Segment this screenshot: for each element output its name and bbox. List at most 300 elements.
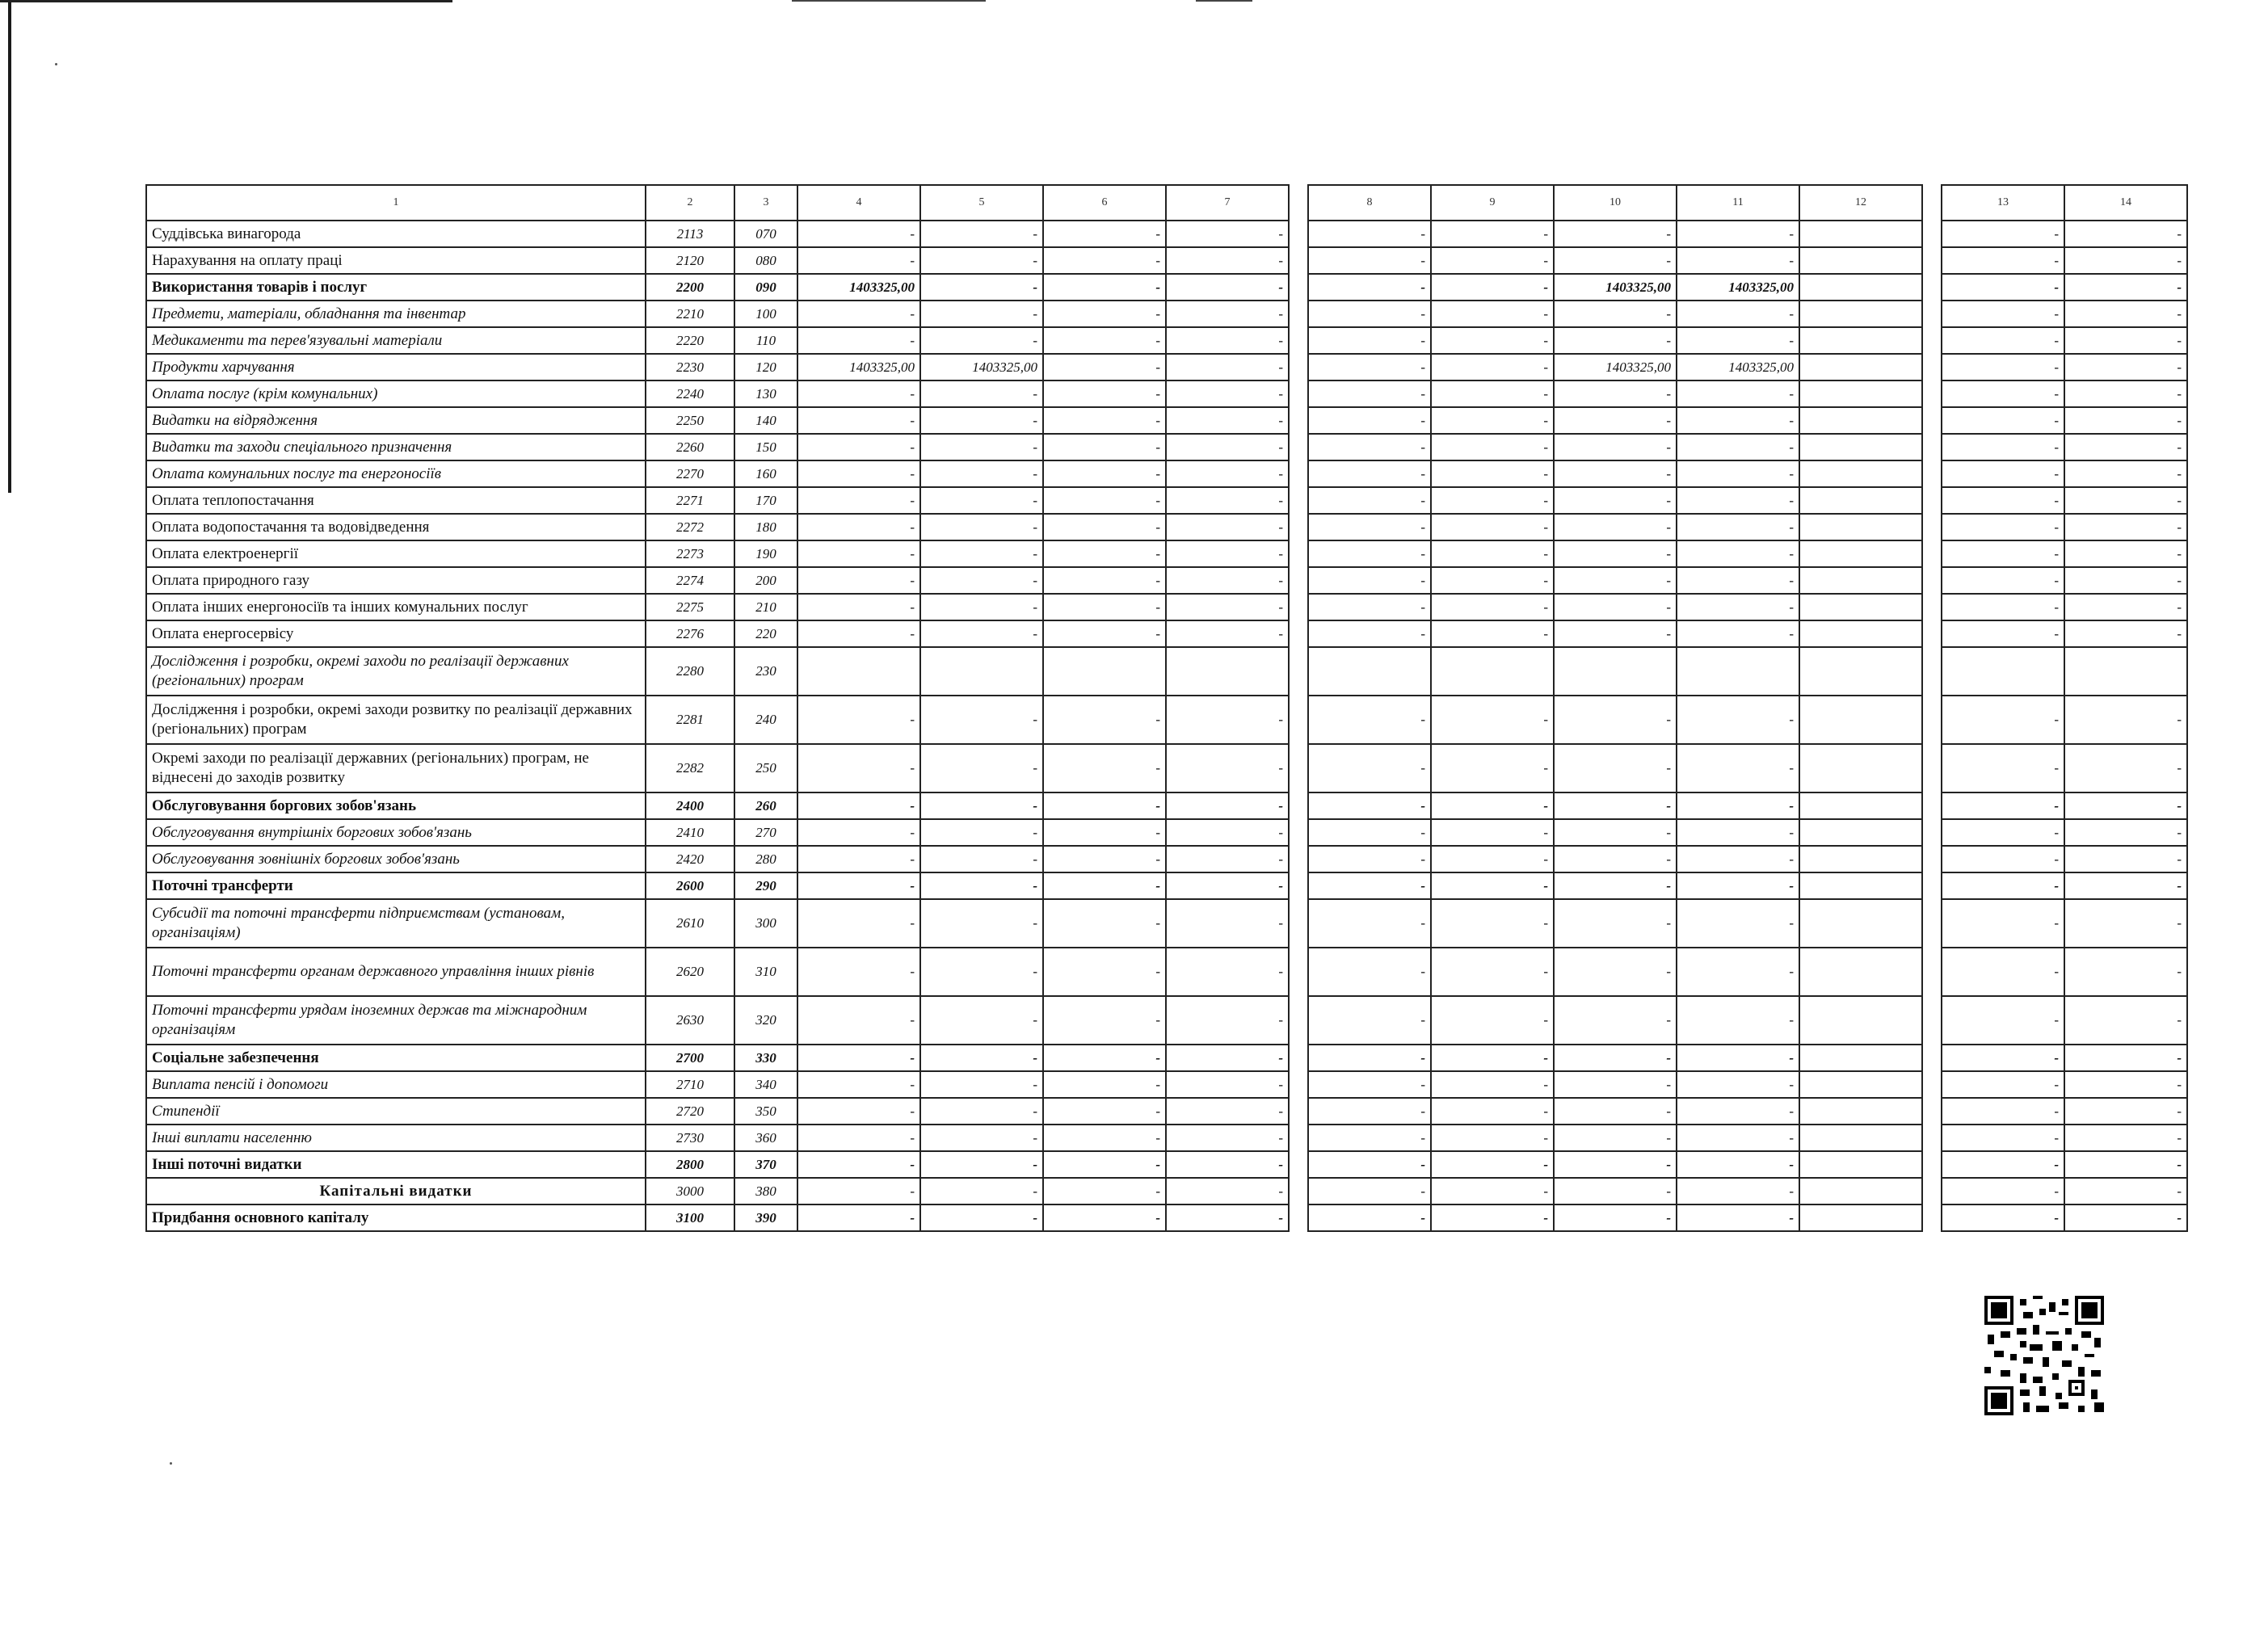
value-cell: -: [797, 460, 920, 487]
column-gap: [1922, 1045, 1942, 1071]
value-cell: -: [2064, 514, 2187, 540]
value-cell: -: [1554, 540, 1677, 567]
column-number-cell: 4: [797, 185, 920, 221]
value-cell: -: [1942, 221, 2064, 247]
kekv-code: 2272: [646, 514, 734, 540]
value-cell: -: [1308, 540, 1431, 567]
value-cell: -: [1166, 996, 1289, 1045]
column-gap: [1289, 744, 1308, 792]
value-cell: -: [2064, 540, 2187, 567]
value-cell: -: [1308, 274, 1431, 301]
row-name: Окремі заходи по реалізації державних (регіональних) програм, не віднесені до заходів розвитку: [146, 744, 646, 792]
column-number-cell: 14: [2064, 185, 2187, 221]
value-cell: [920, 647, 1043, 696]
row-code: 350: [734, 1098, 797, 1125]
value-cell: -: [1431, 1071, 1554, 1098]
value-cell: -: [2064, 744, 2187, 792]
table-row: [146, 846, 2187, 872]
column-gap: [1922, 696, 1942, 744]
value-cell: -: [1308, 327, 1431, 354]
value-cell: -: [797, 872, 920, 899]
column-gap: [1289, 1204, 1308, 1231]
value-cell: -: [797, 301, 920, 327]
table-row: [146, 1125, 2187, 1151]
value-cell: -: [1166, 1125, 1289, 1151]
value-cell: [1799, 407, 1922, 434]
table-row: [146, 327, 2187, 354]
kekv-code: 2420: [646, 846, 734, 872]
value-cell: -: [1043, 792, 1166, 819]
column-gap: [1922, 1151, 1942, 1178]
row-name: Дослідження і розробки, окремі заходи розвитку по реалізації державних (регіональних) програм: [146, 696, 646, 744]
value-cell: -: [1166, 1098, 1289, 1125]
column-gap: [1922, 274, 1942, 301]
value-cell: -: [1043, 354, 1166, 380]
column-gap: [1922, 380, 1942, 407]
value-cell: -: [1043, 327, 1166, 354]
column-gap: [1922, 247, 1942, 274]
value-cell: -: [1677, 434, 1799, 460]
value-cell: -: [1431, 407, 1554, 434]
value-cell: -: [920, 620, 1043, 647]
row-name: Інші виплати населенню: [146, 1125, 646, 1151]
value-cell: -: [1166, 1204, 1289, 1231]
row-code: 230: [734, 647, 797, 696]
scan-border-top-segment: [1196, 0, 1252, 2]
row-name: Стипендії: [146, 1098, 646, 1125]
scan-speck: [55, 63, 57, 65]
value-cell: -: [1308, 1204, 1431, 1231]
value-cell: -: [797, 221, 920, 247]
row-name: Поточні трансферти: [146, 872, 646, 899]
value-cell: -: [1677, 792, 1799, 819]
column-gap: [1289, 1151, 1308, 1178]
value-cell: -: [2064, 487, 2187, 514]
value-cell: -: [1166, 434, 1289, 460]
kekv-code: 2113: [646, 221, 734, 247]
value-cell: -: [1431, 567, 1554, 594]
column-number-cell: 6: [1043, 185, 1166, 221]
row-code: 250: [734, 744, 797, 792]
value-cell: -: [1554, 1151, 1677, 1178]
value-cell: -: [1554, 1071, 1677, 1098]
value-cell: -: [2064, 996, 2187, 1045]
value-cell: -: [1677, 380, 1799, 407]
row-code: 270: [734, 819, 797, 846]
value-cell: -: [1043, 744, 1166, 792]
value-cell: -: [1677, 407, 1799, 434]
value-cell: -: [797, 948, 920, 996]
value-cell: -: [1677, 744, 1799, 792]
value-cell: -: [1554, 1098, 1677, 1125]
value-cell: -: [920, 1151, 1043, 1178]
table-body: [146, 185, 2187, 1231]
row-name: Поточні трансферти органам державного управління інших рівнів: [146, 948, 646, 996]
value-cell: -: [920, 1204, 1043, 1231]
value-cell: -: [1308, 819, 1431, 846]
value-cell: -: [1431, 247, 1554, 274]
column-gap: [1922, 514, 1942, 540]
kekv-code: 2710: [646, 1071, 734, 1098]
value-cell: [1799, 819, 1922, 846]
value-cell: -: [797, 380, 920, 407]
row-name: Оплата електроенергії: [146, 540, 646, 567]
column-gap: [1922, 1178, 1942, 1204]
value-cell: -: [797, 514, 920, 540]
column-number-cell: 8: [1308, 185, 1431, 221]
kekv-code: 2275: [646, 594, 734, 620]
value-cell: -: [1043, 460, 1166, 487]
value-cell: [1799, 1151, 1922, 1178]
value-cell: -: [1308, 1151, 1431, 1178]
value-cell: [1799, 247, 1922, 274]
value-cell: -: [1431, 594, 1554, 620]
value-cell: 1403325,00: [1677, 274, 1799, 301]
value-cell: -: [1166, 1071, 1289, 1098]
value-cell: -: [797, 620, 920, 647]
value-cell: [1799, 1125, 1922, 1151]
column-gap: [1289, 1098, 1308, 1125]
value-cell: -: [797, 1071, 920, 1098]
value-cell: -: [1308, 487, 1431, 514]
value-cell: [1799, 221, 1922, 247]
value-cell: -: [1043, 696, 1166, 744]
value-cell: -: [797, 407, 920, 434]
column-gap: [1289, 620, 1308, 647]
column-gap: [1289, 274, 1308, 301]
value-cell: -: [1677, 460, 1799, 487]
value-cell: [1431, 647, 1554, 696]
row-code: 200: [734, 567, 797, 594]
value-cell: -: [1431, 1151, 1554, 1178]
value-cell: -: [1942, 846, 2064, 872]
value-cell: -: [2064, 792, 2187, 819]
value-cell: -: [1554, 744, 1677, 792]
value-cell: -: [1308, 899, 1431, 948]
value-cell: -: [1166, 819, 1289, 846]
row-name: Капітальні видатки: [146, 1178, 646, 1204]
row-code: 140: [734, 407, 797, 434]
value-cell: -: [920, 996, 1043, 1045]
value-cell: -: [1554, 327, 1677, 354]
value-cell: -: [2064, 594, 2187, 620]
row-name: Інші поточні видатки: [146, 1151, 646, 1178]
kekv-code: 2270: [646, 460, 734, 487]
column-gap: [1289, 247, 1308, 274]
value-cell: -: [1043, 221, 1166, 247]
value-cell: -: [1942, 1125, 2064, 1151]
value-cell: -: [1677, 1125, 1799, 1151]
kekv-code: 2282: [646, 744, 734, 792]
column-gap: [1289, 354, 1308, 380]
column-gap: [1289, 301, 1308, 327]
value-cell: -: [1942, 540, 2064, 567]
value-cell: 1403325,00: [1677, 354, 1799, 380]
value-cell: -: [1308, 1071, 1431, 1098]
expenditure-table: [145, 184, 2188, 1232]
column-gap: [1289, 1045, 1308, 1071]
value-cell: -: [1942, 434, 2064, 460]
value-cell: -: [1043, 996, 1166, 1045]
value-cell: -: [1554, 792, 1677, 819]
column-gap: [1289, 434, 1308, 460]
row-name: Нарахування на оплату праці: [146, 247, 646, 274]
value-cell: -: [1431, 899, 1554, 948]
value-cell: -: [1677, 1204, 1799, 1231]
value-cell: 1403325,00: [797, 354, 920, 380]
column-gap: [1289, 567, 1308, 594]
value-cell: -: [797, 1151, 920, 1178]
value-cell: [797, 647, 920, 696]
value-cell: -: [2064, 948, 2187, 996]
column-number-cell: 11: [1677, 185, 1799, 221]
value-cell: -: [920, 301, 1043, 327]
value-cell: -: [1942, 948, 2064, 996]
value-cell: -: [2064, 221, 2187, 247]
value-cell: -: [1431, 696, 1554, 744]
value-cell: -: [1554, 996, 1677, 1045]
table-row: [146, 567, 2187, 594]
row-code: 340: [734, 1071, 797, 1098]
value-cell: -: [797, 744, 920, 792]
value-cell: -: [920, 460, 1043, 487]
value-cell: -: [1166, 1178, 1289, 1204]
value-cell: -: [1942, 620, 2064, 647]
value-cell: [1799, 1204, 1922, 1231]
value-cell: -: [1166, 247, 1289, 274]
table-row: [146, 744, 2187, 792]
qr-code-icon: [1984, 1296, 2104, 1415]
column-gap: [1922, 327, 1942, 354]
value-cell: -: [1554, 460, 1677, 487]
value-cell: [1799, 434, 1922, 460]
kekv-code: 2274: [646, 567, 734, 594]
column-gap: [1922, 221, 1942, 247]
column-gap: [1289, 696, 1308, 744]
value-cell: -: [920, 487, 1043, 514]
value-cell: -: [2064, 846, 2187, 872]
value-cell: -: [797, 567, 920, 594]
table-row: [146, 819, 2187, 846]
value-cell: [1799, 327, 1922, 354]
value-cell: -: [2064, 1178, 2187, 1204]
table-row: [146, 540, 2187, 567]
column-gap: [1289, 846, 1308, 872]
row-code: 210: [734, 594, 797, 620]
column-gap: [1289, 540, 1308, 567]
value-cell: -: [1166, 744, 1289, 792]
value-cell: -: [1308, 354, 1431, 380]
row-name: Дослідження і розробки, окремі заходи по реалізації державних (регіональних) програм: [146, 647, 646, 696]
column-gap: [1922, 1125, 1942, 1151]
scan-border-left: [8, 0, 11, 493]
value-cell: [1942, 647, 2064, 696]
row-code: 090: [734, 274, 797, 301]
kekv-code: 2120: [646, 247, 734, 274]
value-cell: 1403325,00: [797, 274, 920, 301]
value-cell: -: [797, 487, 920, 514]
value-cell: -: [1166, 221, 1289, 247]
column-gap: [1922, 487, 1942, 514]
value-cell: -: [2064, 899, 2187, 948]
value-cell: -: [1677, 1178, 1799, 1204]
kekv-code: 2230: [646, 354, 734, 380]
table-row: [146, 948, 2187, 996]
kekv-code: 2700: [646, 1045, 734, 1071]
column-number-cell: 5: [920, 185, 1043, 221]
value-cell: -: [1677, 487, 1799, 514]
value-cell: -: [1942, 514, 2064, 540]
column-gap: [1922, 948, 1942, 996]
row-code: 080: [734, 247, 797, 274]
value-cell: [1799, 487, 1922, 514]
value-cell: -: [1043, 594, 1166, 620]
value-cell: -: [1431, 1178, 1554, 1204]
value-cell: -: [1043, 1045, 1166, 1071]
value-cell: -: [1166, 594, 1289, 620]
value-cell: -: [2064, 301, 2187, 327]
value-cell: -: [1554, 221, 1677, 247]
value-cell: -: [797, 846, 920, 872]
row-code: 300: [734, 899, 797, 948]
column-gap: [1922, 1204, 1942, 1231]
value-cell: -: [1043, 846, 1166, 872]
column-gap: [1922, 301, 1942, 327]
column-gap: [1289, 221, 1308, 247]
value-cell: -: [1677, 1098, 1799, 1125]
value-cell: -: [1043, 1204, 1166, 1231]
value-cell: -: [920, 221, 1043, 247]
row-code: 100: [734, 301, 797, 327]
column-gap: [1922, 620, 1942, 647]
column-gap: [1922, 594, 1942, 620]
value-cell: [1799, 540, 1922, 567]
table-row: [146, 1178, 2187, 1204]
value-cell: -: [1166, 514, 1289, 540]
value-cell: -: [1043, 514, 1166, 540]
column-gap: [1289, 487, 1308, 514]
row-name: Поточні трансферти урядам іноземних держав та міжнародним організаціям: [146, 996, 646, 1045]
value-cell: -: [1554, 1125, 1677, 1151]
value-cell: -: [1166, 948, 1289, 996]
value-cell: -: [1677, 540, 1799, 567]
kekv-code: 2410: [646, 819, 734, 846]
value-cell: [1166, 647, 1289, 696]
value-cell: -: [1043, 487, 1166, 514]
table-row: [146, 620, 2187, 647]
value-cell: [1799, 514, 1922, 540]
table-row: [146, 996, 2187, 1045]
value-cell: -: [1677, 696, 1799, 744]
column-gap: [1289, 1125, 1308, 1151]
value-cell: -: [1166, 274, 1289, 301]
row-name: Придбання основного капіталу: [146, 1204, 646, 1231]
column-gap: [1922, 647, 1942, 696]
row-code: 120: [734, 354, 797, 380]
column-gap: [1289, 948, 1308, 996]
value-cell: -: [1431, 1045, 1554, 1071]
value-cell: 1403325,00: [1554, 354, 1677, 380]
row-code: 390: [734, 1204, 797, 1231]
value-cell: -: [797, 792, 920, 819]
value-cell: -: [920, 744, 1043, 792]
value-cell: -: [1043, 819, 1166, 846]
value-cell: -: [1942, 567, 2064, 594]
value-cell: -: [1043, 301, 1166, 327]
value-cell: -: [1942, 274, 2064, 301]
value-cell: [1799, 354, 1922, 380]
table-row: [146, 647, 2187, 696]
value-cell: -: [920, 594, 1043, 620]
row-name: Видатки та заходи спеціального призначення: [146, 434, 646, 460]
value-cell: -: [1308, 221, 1431, 247]
value-cell: -: [1554, 434, 1677, 460]
value-cell: -: [1942, 327, 2064, 354]
value-cell: -: [1942, 301, 2064, 327]
value-cell: -: [1677, 247, 1799, 274]
value-cell: -: [1431, 819, 1554, 846]
value-cell: -: [797, 1125, 920, 1151]
value-cell: -: [1554, 301, 1677, 327]
value-cell: -: [1043, 434, 1166, 460]
value-cell: -: [797, 996, 920, 1045]
value-cell: -: [1166, 1045, 1289, 1071]
value-cell: -: [920, 274, 1043, 301]
value-cell: -: [1043, 380, 1166, 407]
value-cell: -: [1942, 594, 2064, 620]
column-gap: [1922, 1098, 1942, 1125]
value-cell: [1799, 948, 1922, 996]
value-cell: -: [2064, 1204, 2187, 1231]
value-cell: -: [1554, 620, 1677, 647]
value-cell: -: [1942, 407, 2064, 434]
value-cell: -: [1166, 354, 1289, 380]
value-cell: [1799, 899, 1922, 948]
column-number-cell: 2: [646, 185, 734, 221]
value-cell: -: [1431, 792, 1554, 819]
table-row: [146, 1071, 2187, 1098]
value-cell: -: [2064, 247, 2187, 274]
value-cell: [1308, 647, 1431, 696]
value-cell: [1043, 647, 1166, 696]
table-row: [146, 899, 2187, 948]
value-cell: -: [1431, 327, 1554, 354]
value-cell: -: [920, 1045, 1043, 1071]
column-number-cell: 3: [734, 185, 797, 221]
value-cell: -: [1308, 567, 1431, 594]
value-cell: -: [1166, 846, 1289, 872]
value-cell: -: [1942, 1151, 2064, 1178]
column-gap: [1922, 460, 1942, 487]
value-cell: [1799, 594, 1922, 620]
column-number-cell: 13: [1942, 185, 2064, 221]
value-cell: [1799, 567, 1922, 594]
value-cell: -: [920, 407, 1043, 434]
value-cell: -: [1431, 487, 1554, 514]
row-name: Оплата енергосервісу: [146, 620, 646, 647]
value-cell: -: [1431, 380, 1554, 407]
value-cell: [1799, 846, 1922, 872]
table-row: [146, 1045, 2187, 1071]
table-row: [146, 274, 2187, 301]
value-cell: -: [1308, 1045, 1431, 1071]
value-cell: -: [1554, 948, 1677, 996]
row-code: 070: [734, 221, 797, 247]
value-cell: -: [1942, 487, 2064, 514]
value-cell: [1799, 1071, 1922, 1098]
value-cell: -: [1043, 620, 1166, 647]
column-gap: [1289, 872, 1308, 899]
